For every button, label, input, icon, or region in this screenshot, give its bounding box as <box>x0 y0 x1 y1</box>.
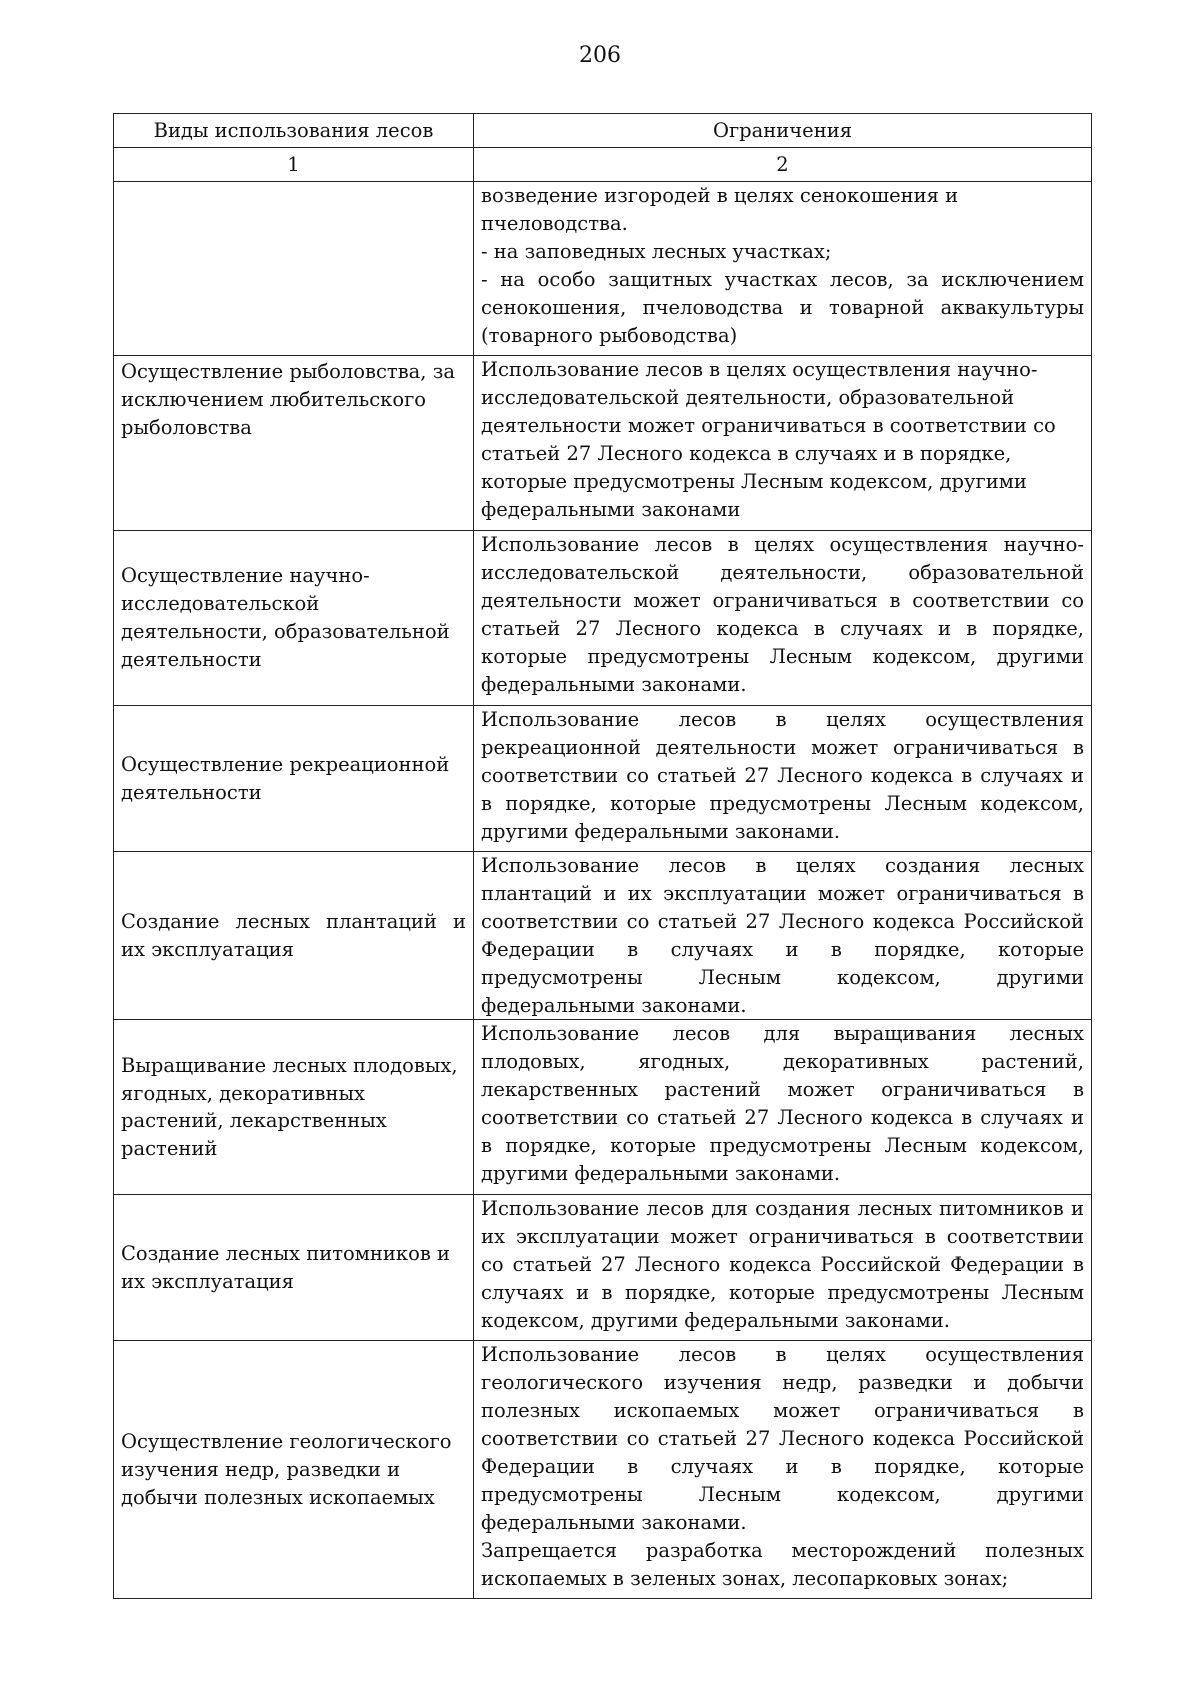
forest-use-limits-table <box>113 113 1092 1599</box>
limit-paragraph: Использование лесов для выращивания лесных плодовых, ягодных, декоративных растений, лекарственных растений может ограничиваться в соответствии со статьей 27 Лесного кодекса в случаях и в порядке, которые предусмотрены Лесным кодексом, другими федеральными законами. <box>481 1022 1084 1185</box>
header-restrictions: Ограничения <box>474 114 1092 148</box>
limit-paragraph: Использование лесов в целях осуществления научно-исследовательской деятельности, образовательной деятельности может ограничиваться в соответствии со статьей 27 Лесного кодекса в случаях и в порядке, которые предусмотрены Лесным кодексом, другими федеральными законами. <box>481 533 1084 696</box>
table-row <box>114 531 1092 706</box>
limit-cell <box>474 531 1092 706</box>
limit-cell <box>474 706 1092 852</box>
header-forest-use-types: Виды использования лесов <box>114 114 474 148</box>
table-row <box>114 1020 1092 1195</box>
table-row <box>114 1341 1092 1599</box>
page-number: 206 <box>579 43 621 68</box>
limit-cell <box>474 356 1092 531</box>
table-row <box>114 356 1092 531</box>
limit-cell <box>474 1195 1092 1341</box>
limit-paragraph: Использование лесов в целях осуществления рекреационной деятельности может ограничиваться в соответствии со статьей 27 Лесного кодекса в случаях и в порядке, которые предусмотрены Лесным кодексом, другими федеральными законами. <box>481 708 1084 843</box>
column-number-row <box>114 148 1092 182</box>
limit-paragraph: Запрещается разработка месторождений полезных ископаемых в зеленых зонах, лесопарковых зонах; <box>481 1538 1084 1590</box>
limit-cell <box>474 182 1092 356</box>
use-cell: Осуществление рекреационной деятельности <box>114 706 474 852</box>
table-row <box>114 706 1092 852</box>
use-cell: Выращивание лесных плодовых, ягодных, декоративных растений, лекарственных растений <box>114 1020 474 1195</box>
use-cell: Осуществление рыболовства, за исключением любительского рыболовства <box>114 356 474 531</box>
limit-paragraph: - на заповедных лесных участках; <box>481 239 832 263</box>
use-cell <box>114 182 474 356</box>
limit-paragraph: возведение изгородей в целях сенокошения и пчеловодства. <box>481 184 959 235</box>
limit-cell <box>474 1341 1092 1599</box>
column-number-2: 2 <box>474 148 1092 182</box>
limit-paragraph: Использование лесов в целях осуществления геологического изучения недр, разведки и добычи полезных ископаемых может ограничиваться в соответствии со статьей 27 Лесного кодекса Российской Федерации в случаях и в порядке, которые предусмотрены Лесным кодексом, другими федеральными законами. <box>481 1343 1084 1534</box>
use-cell: Создание лесных питомников и их эксплуатация <box>114 1195 474 1341</box>
use-cell: Осуществление научно-исследовательской деятельности, образовательной деятельности <box>114 531 474 706</box>
use-cell: Создание лесных плантаций и их эксплуатация <box>114 852 474 1020</box>
limit-cell <box>474 1020 1092 1195</box>
limit-paragraph: Использование лесов для создания лесных питомников и их эксплуатации может ограничиваться в соответствии со статьей 27 Лесного кодекса Российской Федерации в случаях и в порядке, которые предусмотрены Лесным кодексом, другими федеральными законами. <box>481 1197 1084 1333</box>
use-cell: Осуществление геологического изучения недр, разведки и добычи полезных ископаемых <box>114 1341 474 1599</box>
table-row <box>114 182 1092 356</box>
table-row <box>114 1195 1092 1341</box>
table-row <box>114 852 1092 1020</box>
column-number-1: 1 <box>114 148 474 182</box>
limit-cell <box>474 852 1092 1020</box>
limit-paragraph: - на особо защитных участках лесов, за исключением сенокошения, пчеловодства и товарной аквакультуры (товарного рыбоводства) <box>481 267 1084 347</box>
table-header-row <box>114 114 1092 148</box>
limit-paragraph: Использование лесов в целях осуществления научно-исследовательской деятельности, образовательной деятельности может ограничиваться в соответствии со статьей 27 Лесного кодекса в случаях и в порядке, которые предусмотрены Лесным кодексом, другими федеральными законами <box>481 358 1056 521</box>
limit-paragraph: Использование лесов в целях создания лесных плантаций и их эксплуатации может ограничиваться в соответствии со статьей 27 Лесного кодекса Российской Федерации в случаях и в порядке, которые предусмотрены Лесным кодексом, другими федеральными законами. <box>481 854 1084 1017</box>
